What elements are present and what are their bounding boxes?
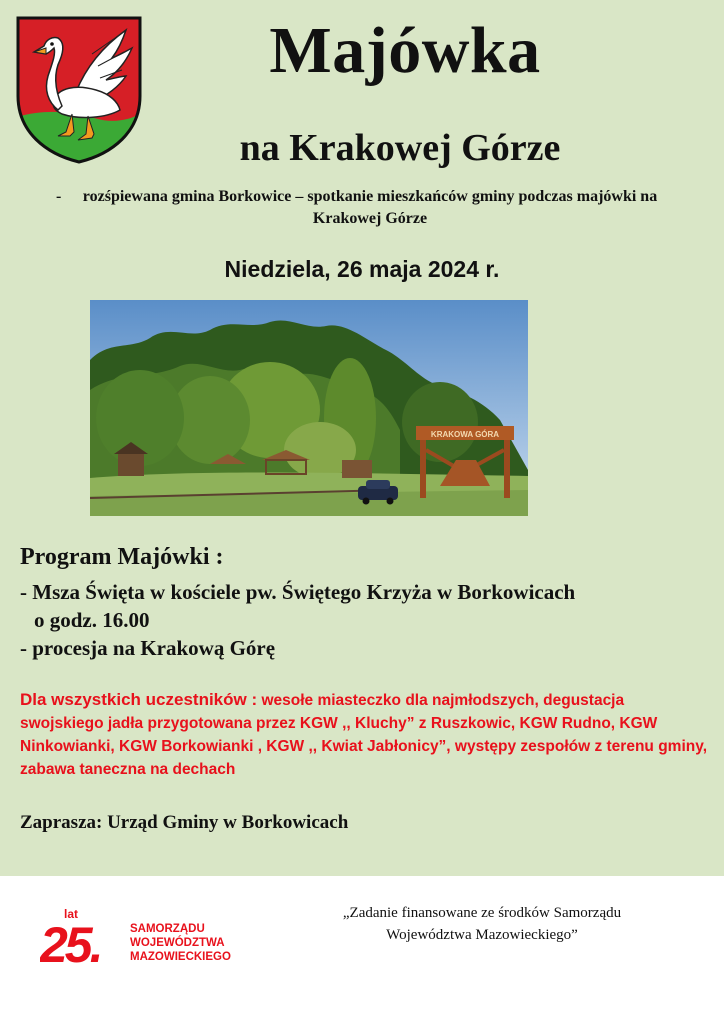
page-title: Majówka: [269, 14, 541, 87]
attractions-text: [20, 688, 710, 781]
event-date: Niedziela, 26 maja 2024 r.: [224, 256, 500, 282]
program-item: - procesja na Krakową Górę: [20, 636, 276, 660]
funding-line-1: „Zadanie finansowane ze środków Samorządu: [342, 905, 622, 921]
event-tagline: [50, 186, 690, 230]
page-subtitle: na Krakowej Górze: [239, 127, 561, 169]
tagline-dash: -: [56, 188, 62, 205]
logo-number: 25.: [40, 917, 101, 972]
attractions-list: wesołe miasteczko dla najmłodszych, degustacja swojskiego jadła przygotowana przez KGW ,, Kluchy” z Ruszkowic, KGW Rudno, KGW Ninkowianki, KGW Borkowianki , KGW ,, Kwiat Jabłonicy”, występy zespołów z terenu gminy, zabawa taneczna na dechach: [20, 692, 707, 778]
mazowieckie-25-years-logo: [40, 906, 250, 972]
attractions-lead: Dla wszystkich uczestników :: [20, 690, 258, 709]
logo-lat: lat: [64, 907, 79, 921]
logo-line3: MAZOWIECKIEGO: [130, 951, 231, 963]
funding-line-2: Województwa Mazowieckiego”: [386, 927, 578, 943]
funding-note: [302, 902, 662, 946]
tagline-text: rozśpiewana gmina Borkowice – spotkanie mieszkańców gminy podczas majówki na Krakowej Górze: [82, 188, 658, 227]
event-photo: [90, 300, 528, 516]
invitation-line: Zaprasza: Urząd Gminy w Borkowicach: [20, 812, 349, 833]
coat-of-arms-swan-icon: [14, 14, 144, 164]
logo-line1: SAMORZĄDU: [130, 923, 205, 935]
footer: [0, 876, 724, 1024]
program-list: [20, 578, 710, 662]
program-heading: Program Majówki :: [20, 544, 224, 570]
program-item: - Msza Święta w kościele pw. Świętego Krzyża w Borkowicach: [20, 580, 576, 604]
gate-sign-text: KRAKOWA GÓRA: [430, 430, 500, 439]
logo-line2: WOJEWÓDZTWA: [130, 937, 225, 949]
program-item-time: o godz. 16.00: [34, 608, 150, 632]
